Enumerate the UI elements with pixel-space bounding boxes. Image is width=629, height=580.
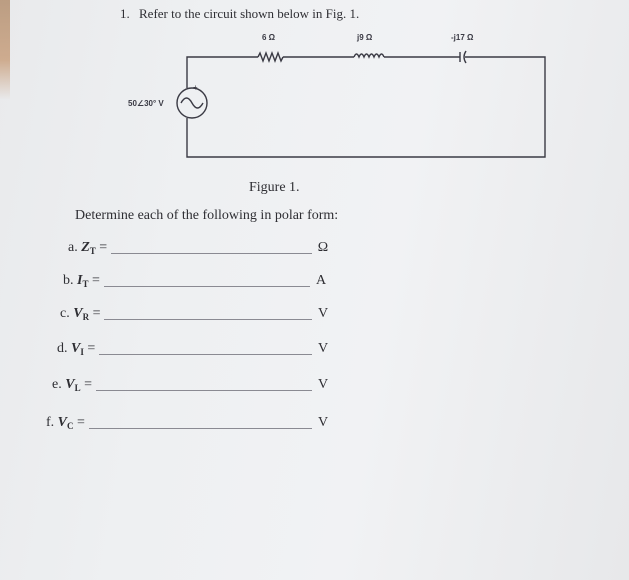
answer-prefix: d. [57, 341, 68, 356]
answer-symbol: I [77, 273, 83, 288]
answer-symbol: V [65, 377, 75, 392]
figure-caption: Figure 1. [249, 180, 300, 195]
answer-line-c[interactable]: c. V R = V [60, 306, 329, 322]
question-number: 1. [120, 6, 130, 21]
answer-unit: A [315, 273, 327, 288]
answer-blank[interactable] [99, 342, 312, 355]
resistor-label: 6 Ω [262, 33, 276, 42]
answer-unit: V [317, 415, 329, 430]
ac-source-wave [181, 98, 203, 108]
answer-symbol: V [71, 341, 81, 356]
answer-unit: V [317, 341, 329, 356]
answer-line-b[interactable]: b. I T = A [63, 273, 327, 289]
answer-prefix: b. [63, 273, 74, 288]
resistor-symbol [258, 53, 283, 61]
source-label: 50∠30° V [128, 99, 164, 108]
answer-blank[interactable] [111, 241, 312, 254]
answer-prefix: e. [52, 377, 62, 392]
answer-line-f[interactable]: f. V C = V [46, 415, 329, 431]
answer-subscript: T [82, 279, 89, 289]
inductor-symbol [354, 54, 384, 57]
answer-unit: V [317, 306, 329, 321]
inductor-label: j9 Ω [357, 33, 373, 42]
wire-right [187, 57, 545, 157]
answer-prefix: f. [46, 415, 55, 430]
answer-line-d[interactable]: d. V I = V [57, 341, 329, 357]
source-plus-sign: + [193, 83, 198, 92]
answer-subscript: I [80, 347, 84, 357]
answer-subscript: T [89, 246, 96, 256]
circuit-diagram [0, 0, 629, 170]
answer-unit: V [317, 377, 329, 392]
answer-subscript: R [82, 312, 90, 322]
answer-blank[interactable] [96, 378, 312, 391]
answer-symbol: V [57, 415, 68, 430]
answer-prefix: c. [60, 306, 70, 321]
answer-subscript: C [67, 421, 74, 431]
answer-prefix: a. [68, 240, 78, 255]
capacitor-label: -j17 Ω [451, 33, 474, 42]
answer-symbol: V [73, 306, 83, 321]
answer-line-a[interactable]: a. Z T = Ω [68, 240, 329, 256]
answer-subscript: L [74, 383, 81, 393]
answer-blank[interactable] [104, 307, 312, 320]
answer-unit: Ω [317, 240, 329, 255]
instruction-text: Determine each of the following in polar form: [75, 208, 339, 223]
answer-symbol: Z [81, 240, 90, 255]
question-text: Refer to the circuit shown below in Fig. 1. [139, 6, 360, 21]
answer-blank[interactable] [89, 416, 312, 429]
answer-line-e[interactable]: e. V L = V [52, 377, 329, 393]
answer-blank[interactable] [104, 274, 310, 287]
